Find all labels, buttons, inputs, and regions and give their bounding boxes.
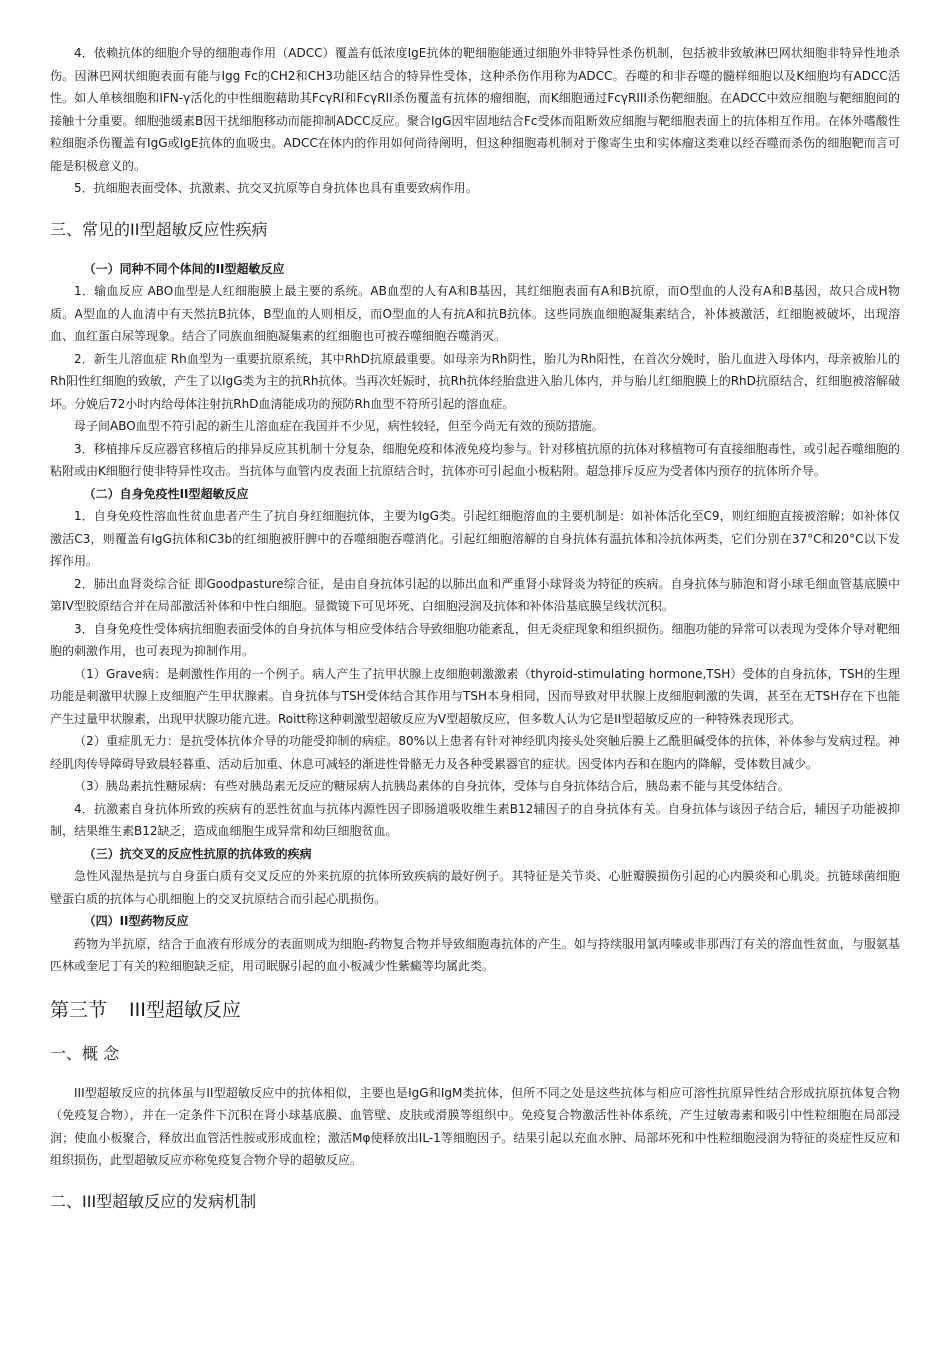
subheading-drug-reaction: （四）II型药物反应 [83, 914, 189, 928]
paragraph-receptor-disease: 3．自身免疫性受体病抗细胞表面受体的自身抗体与相应受体结合导致细胞功能紊乱，但无炎症现象和组织损伤。细胞功能的异常可以表现为受体介导对靶细胞的刺激作用，也可表现为抑制作用。 [50, 621, 900, 658]
paragraph-transfusion-reaction: 1．输血反应 ABO血型是人红细胞膜上最主要的系统。AB血型的人有A和B基因，其红细胞表面有A和B抗原，而O型血的人没有A和B基因，故只合成H物质。A型血的人血清中有天然抗B抗体，B型血的人则相反，而O型血的人有抗A和抗B抗体。这些同族血细胞凝集素结合，补体被激活，红细胞被破坏，出现溶血、血红蛋白尿等现象。结合了同族血细胞凝集素的红细胞也可被吞噬细胞吞噬消灭。 [50, 284, 900, 343]
paragraph-abo-incompatibility: 母子间ABO血型不符引起的新生儿溶血症在我国并不少见，病性较轻，但至今尚无有效的预防措施。 [74, 419, 604, 433]
subheading-alloimmune: （一）同种不同个体间的II型超敏反应 [83, 261, 285, 276]
paragraph-graves: （1）Grave病：是刺激性作用的一个例子。病人产生了抗甲状腺上皮细胞刺激激素（thyroid-stimulating hormone,TSH）受体的自身抗体，TSH的生理功能是刺激甲状腺上皮细胞产生甲状腺素。自身抗体与TSH受体结合其作用与TSH本身相同，因而导致对甲状腺上皮细胞刺激的失调，甚至在无TSH存在下也能产生过量甲状腺素，出现甲状腺功能亢进。Roitt称这种刺激型超敏反应为V型超敏反应，但多数人认为它是II型超敏反应的一种特殊表现形式。 [50, 666, 900, 726]
section-heading-type-ii-diseases: 三、常见的II型超敏反应性疾病 [50, 219, 268, 239]
paragraph-concept: III型超敏反应的抗体虽与II型超敏反应中的抗体相似，主要也是IgG和IgM类抗体，但所不同之处是这些抗体与相应可溶性抗原异性结合形成抗原抗体复合物（免疫复合物），并在一定条件下沉积在肾小球基底膜、血管壁、皮肤或滑膜等组织中。免疫复合物激活性补体系统，产生过敏毒素和吸引中性粒细胞在局部浸润；使血小板聚合，释放出血管活性胺或形成血栓；激活Mφ使释放出IL-1等细胞因子。结果引起以充血水肿、局部坏死和中性粒细胞浸润为特征的炎症性反应和组织损伤，此型超敏反应亦称免疫复合物介导的超敏反应。 [50, 1085, 900, 1167]
paragraph-autoimmune-hemolytic-anemia: 1．自身免疫性溶血性贫血患者产生了抗自身红细胞抗体，主要为IgG类。引起红细胞溶血的主要机制是：如补体活化至C9，则红细胞直接被溶解；如补体仅激活C3，则覆盖有IgG抗体和C3b的红细胞被肝脾中的吞噬细胞吞噬消化。引起红细胞溶解的自身抗体有温抗体和冷抗体两类，它们分别在37°C和20°C以下发挥作用。 [50, 509, 900, 568]
paragraph-adcc: 4．依赖抗体的细胞介导的细胞毒作用（ADCC）覆盖有低浓度IgE抗体的靶细胞能通过细胞外非特异性杀伤机制，包括被非致敏淋巴网状细胞非特异性地杀伤。因淋巴网状细胞表面有能与Igg Fc的CH2和CH3功能区结合的特异性受体，这种杀伤作用称为ADCC。吞噬的和非吞噬的髓样细胞以及K细胞均有ADCC活性。如人单核细胞和IFN-γ活化的中性细胞藉助其FcγRI和FcγRII杀伤覆盖有抗体的瘤细胞，而K细胞通过FcγRIII杀伤靶细胞。在ADCC中效应细胞与靶细胞间的接触十分重要。细胞弛缓素B因干扰细胞移动而能抑制ADCC反应。聚合IgG因牢固地结合Fc受体而阻断效应细胞与靶细胞表面上的抗体相互作用。在体外嗜酸性粒细胞杀伤覆盖有IgG或IgE抗体的血吸虫。ADCC在体内的作用如何尚待阐明，但这种细胞毒机制对于像寄生虫和实体瘤这类难以经吞噬而杀伤的细胞靶而言可能是积极意义的。 [50, 46, 900, 173]
document-page [50, 42, 900, 1230]
section-heading-concept: 一、概 念 [50, 1043, 120, 1063]
paragraph-insulin-resistance: （3）胰岛素抗性糖尿病：有些对胰岛素无反应的糖尿病人抗胰岛素体的自身抗体，受体与自身抗体结合后，胰岛素不能与其受体结合。 [74, 779, 790, 793]
paragraph-transplant-rejection: 3．移植排斥反应器官移植后的排异反应其机制十分复杂，细胞免疫和体液免疫均参与。针对移植抗原的抗体对移植物可有直接细胞毒性，或引起吞噬细胞的粘附或由K细胞行使非特异性攻击。当抗体与血管内皮表面上抗原结合时，抗体亦可引起血小板粘附。超急排斥反应为受者体内预存的抗体所介导。 [50, 441, 900, 478]
chapter-title: III型超敏反应 [129, 998, 241, 1021]
paragraph-myasthenia: （2）重症肌无力：是抗受体抗体介导的功能受抑制的病症。80%以上患者有针对神经肌肉接头处突触后膜上乙酰胆碱受体的抗体，补体参与发病过程。神经肌肉传导障碍导致晨轻暮重、活动后加重、休息可减轻的渐进性骨骼无力及各种受累器官的症状。因受体内吞和在胞内的降解，受体数目减少。 [50, 734, 900, 771]
paragraph-surface-receptor: 5．抗细胞表面受体、抗激素、抗交叉抗原等自身抗体也具有重要致病作用。 [74, 181, 478, 195]
paragraph-anti-hormone: 4．抗激素自身抗体所致的疾病有的恶性贫血与抗体内源性因子即肠道吸收维生素B12辅因子的自身抗体有关。自身抗体与该因子结合后，辅因子功能被抑制，结果维生素B12缺乏，造成血细胞生成异常和幼巨细胞贫血。 [50, 801, 900, 838]
section-heading-mechanism: 二、III型超敏反应的发病机制 [50, 1191, 257, 1211]
paragraph-neonatal-hemolysis: 2．新生儿溶血症 Rh血型为一重要抗原系统，其中RhD抗原最重要。如母亲为Rh阴性，胎儿为Rh阳性，在首次分娩时，胎儿血进入母体内，母亲被胎儿的Rh阳性红细胞的致敏，产生了以IgG类为主的抗Rh抗体。当再次妊娠时，抗Rh抗体经胎盘进入胎儿体内，并与胎儿红细胞膜上的RhD抗原结合，红细胞被溶解破坏。分娩后72小时内给母体注射抗RhD血清能成功的预防Rh血型不符所引起的溶血症。 [50, 351, 900, 411]
chapter-heading [50, 996, 900, 1024]
paragraph-rheumatic-fever: 急性风湿热是抗与自身蛋白质有交叉反应的外来抗原的抗体所致疾病的最好例子。其特征是关节炎、心脏瓣膜损伤引起的心内膜炎和心肌炎。抗链球菌细胞壁蛋白质的抗体与心肌细胞上的交叉抗原结合而引起心肌损伤。 [50, 869, 900, 906]
subheading-autoimmune: （二）自身免疫性II型超敏反应 [83, 486, 249, 501]
paragraph-drug-reaction: 药物为半抗原，结合于血液有形成分的表面则成为细胞-药物复合物并导致细胞毒抗体的产生。如与持续服用氯丙嗪或非那西汀有关的溶血性贫血，与服氨基匹林或奎尼丁有关的粒细胞缺乏症，用司眠脲引起的血小板减少性紫癜等均属此类。 [50, 936, 900, 973]
subheading-cross-reactive: （三）抗交叉的反应性抗原的抗体致的疾病 [83, 846, 312, 861]
paragraph-goodpasture: 2．肺出血肾炎综合征 即Goodpasture综合征，是由自身抗体引起的以肺出血和严重肾小球肾炎为特征的疾病。自身抗体与肺泡和肾小球毛细血管基底膜中第IV型胶原结合并在局部激活补体和中性白细胞。显微镜下可见坏死、白细胞浸润及抗体和补体沿基底膜呈线状沉积。 [50, 576, 900, 613]
chapter-number: 第三节 [50, 998, 108, 1021]
